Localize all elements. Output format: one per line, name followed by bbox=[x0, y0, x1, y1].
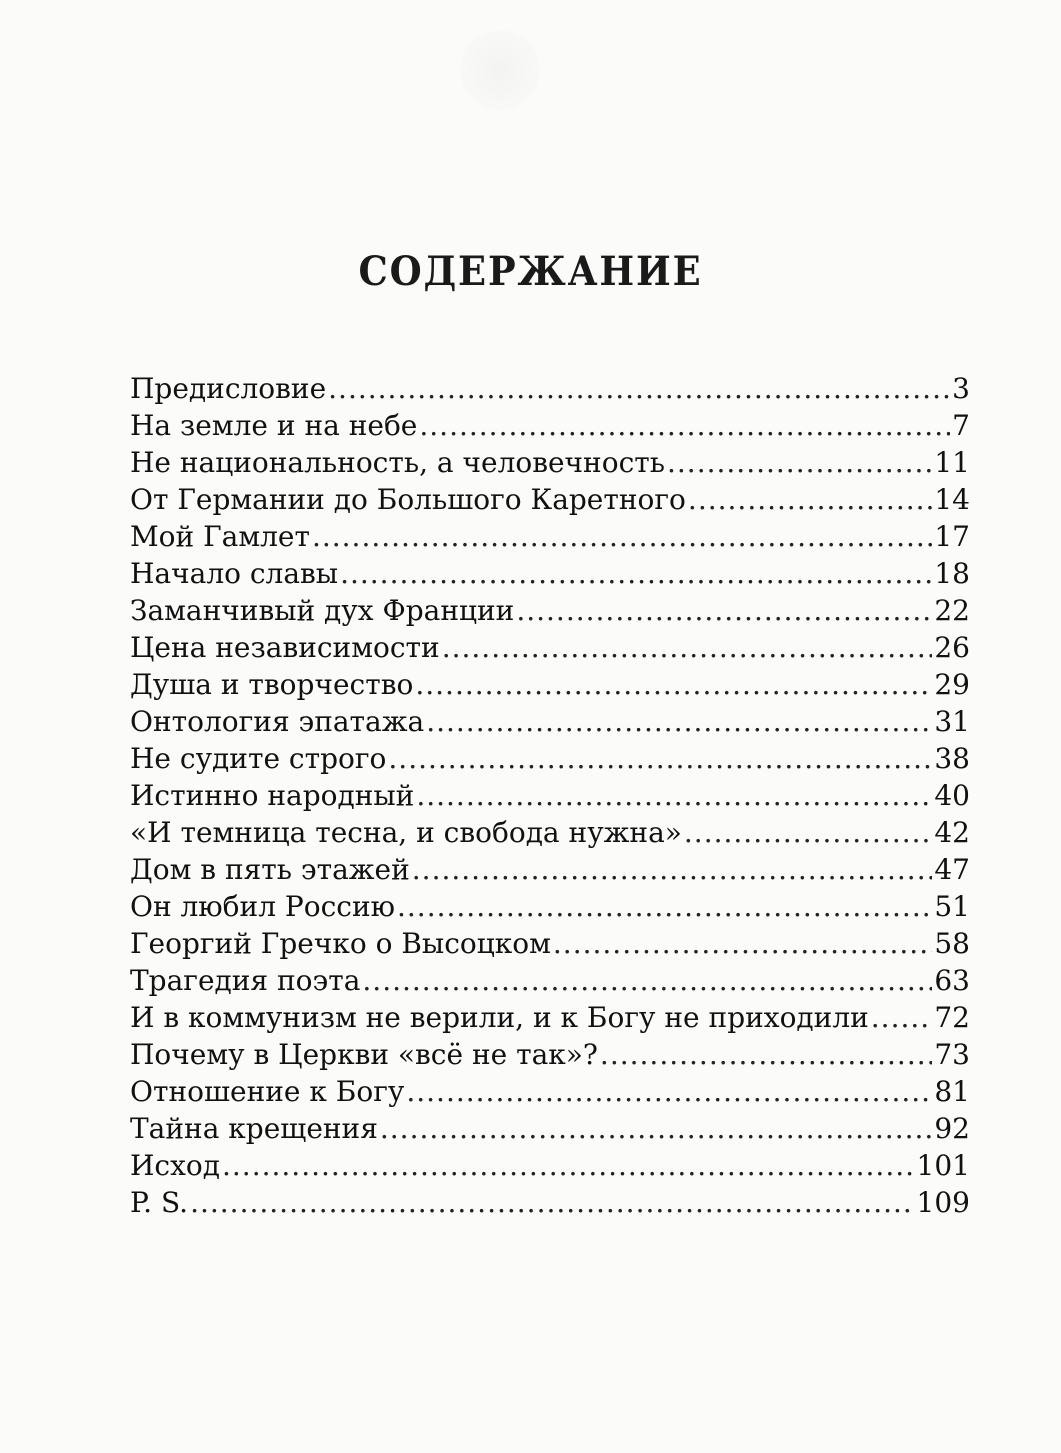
toc-entry-title: Не национальность, а человечность bbox=[130, 446, 665, 479]
toc-entry-title: Георгий Гречко о Высоцком bbox=[130, 927, 551, 960]
toc-leader-dots bbox=[553, 925, 932, 962]
toc-leader-dots bbox=[871, 999, 933, 1036]
toc-leader-dots bbox=[419, 407, 950, 444]
toc-leader-dots bbox=[426, 703, 932, 740]
toc-entry bbox=[130, 962, 970, 999]
toc-leader-dots bbox=[684, 814, 932, 851]
toc-entry-page: 47 bbox=[934, 853, 970, 886]
toc-leader-dots bbox=[312, 518, 932, 555]
toc-leader-dots bbox=[388, 740, 932, 777]
table-of-contents bbox=[130, 370, 970, 1221]
toc-entry-page: 17 bbox=[934, 520, 970, 553]
toc-entry bbox=[130, 740, 970, 777]
toc-entry-page: 22 bbox=[934, 594, 970, 627]
toc-entry-page: 29 bbox=[934, 668, 970, 701]
toc-entry bbox=[130, 777, 970, 814]
toc-entry-page: 101 bbox=[916, 1149, 970, 1182]
toc-leader-dots bbox=[416, 777, 932, 814]
toc-leader-dots bbox=[688, 481, 932, 518]
toc-entry bbox=[130, 481, 970, 518]
toc-entry-title: Онтология эпатажа bbox=[130, 705, 425, 738]
toc-entry-title: «И темница тесна, и свобода нужна» bbox=[130, 816, 682, 849]
toc-entry bbox=[130, 1184, 970, 1221]
toc-entry-page: 81 bbox=[934, 1075, 970, 1108]
toc-entry-title: На земле и на небе bbox=[130, 409, 418, 442]
toc-entry-page: 42 bbox=[934, 816, 970, 849]
toc-entry-page: 58 bbox=[934, 927, 970, 960]
toc-leader-dots bbox=[415, 666, 932, 703]
toc-entry-title: Мой Гамлет bbox=[130, 520, 310, 553]
toc-leader-dots bbox=[412, 851, 933, 888]
toc-leader-dots bbox=[190, 1184, 914, 1221]
toc-entry bbox=[130, 851, 970, 888]
toc-leader-dots bbox=[397, 888, 932, 925]
toc-entry-title: Истинно народный bbox=[130, 779, 415, 812]
toc-entry-title: Предисловие bbox=[130, 372, 327, 405]
toc-entry-page: 26 bbox=[934, 631, 970, 664]
toc-entry-page: 109 bbox=[916, 1186, 970, 1219]
toc-entry bbox=[130, 407, 970, 444]
toc-entry-title: Начало славы bbox=[130, 557, 339, 590]
toc-entry bbox=[130, 444, 970, 481]
toc-entry-page: 18 bbox=[934, 557, 970, 590]
toc-entry-page: 40 bbox=[934, 779, 970, 812]
toc-entry bbox=[130, 629, 970, 666]
toc-entry-title: Исход bbox=[130, 1149, 220, 1182]
toc-entry-title: Душа и творчество bbox=[130, 668, 414, 701]
toc-leader-dots bbox=[442, 629, 933, 666]
toc-entry-title: Цена независимости bbox=[130, 631, 440, 664]
toc-entry-page: 11 bbox=[934, 446, 970, 479]
toc-entry-page: 31 bbox=[934, 705, 970, 738]
toc-entry bbox=[130, 888, 970, 925]
toc-leader-dots bbox=[340, 555, 932, 592]
toc-entry-page: 73 bbox=[934, 1038, 970, 1071]
toc-entry-page: 72 bbox=[934, 1001, 970, 1034]
toc-entry-title: Заманчивый дух Франции bbox=[130, 594, 515, 627]
toc-entry-page: 14 bbox=[934, 483, 970, 516]
toc-leader-dots bbox=[222, 1147, 915, 1184]
toc-entry-page: 92 bbox=[934, 1112, 970, 1145]
toc-entry bbox=[130, 1110, 970, 1147]
toc-entry-page: 51 bbox=[934, 890, 970, 923]
toc-entry-title: И в коммунизм не верили, и к Богу не приходили bbox=[130, 1001, 869, 1034]
toc-entry-title: Почему в Церкви «всё не так»? bbox=[130, 1038, 598, 1071]
toc-entry bbox=[130, 925, 970, 962]
toc-entry-page: 38 bbox=[934, 742, 970, 775]
toc-leader-dots bbox=[328, 370, 950, 407]
toc-entry-title: Не судите строго bbox=[130, 742, 387, 775]
toc-leader-dots bbox=[667, 444, 932, 481]
toc-entry bbox=[130, 666, 970, 703]
toc-entry-title: Отношение к Богу bbox=[130, 1075, 405, 1108]
toc-entry-page: 63 bbox=[934, 964, 970, 997]
toc-entry bbox=[130, 814, 970, 851]
toc-entry-page: 7 bbox=[952, 409, 970, 442]
toc-entry bbox=[130, 555, 970, 592]
toc-leader-dots bbox=[406, 1073, 932, 1110]
toc-entry-title: Трагедия поэта bbox=[130, 964, 361, 997]
toc-entry bbox=[130, 1147, 970, 1184]
toc-entry-title: Тайна крещения bbox=[130, 1112, 378, 1145]
toc-entry bbox=[130, 1073, 970, 1110]
page-title: СОДЕРЖАНИЕ bbox=[358, 248, 703, 295]
toc-entry-title: P. S. bbox=[130, 1186, 189, 1219]
page-smudge bbox=[460, 30, 540, 110]
toc-entry bbox=[130, 999, 970, 1036]
toc-entry-page: 3 bbox=[952, 372, 970, 405]
toc-entry-title: От Германии до Большого Каретного bbox=[130, 483, 686, 516]
toc-entry-title: Дом в пять этажей bbox=[130, 853, 410, 886]
toc-entry bbox=[130, 703, 970, 740]
toc-entry bbox=[130, 370, 970, 407]
toc-entry bbox=[130, 592, 970, 629]
toc-entry-title: Он любил Россию bbox=[130, 890, 395, 923]
toc-entry bbox=[130, 1036, 970, 1073]
toc-entry bbox=[130, 518, 970, 555]
toc-leader-dots bbox=[516, 592, 932, 629]
toc-leader-dots bbox=[380, 1110, 932, 1147]
toc-leader-dots bbox=[362, 962, 932, 999]
toc-leader-dots bbox=[600, 1036, 932, 1073]
